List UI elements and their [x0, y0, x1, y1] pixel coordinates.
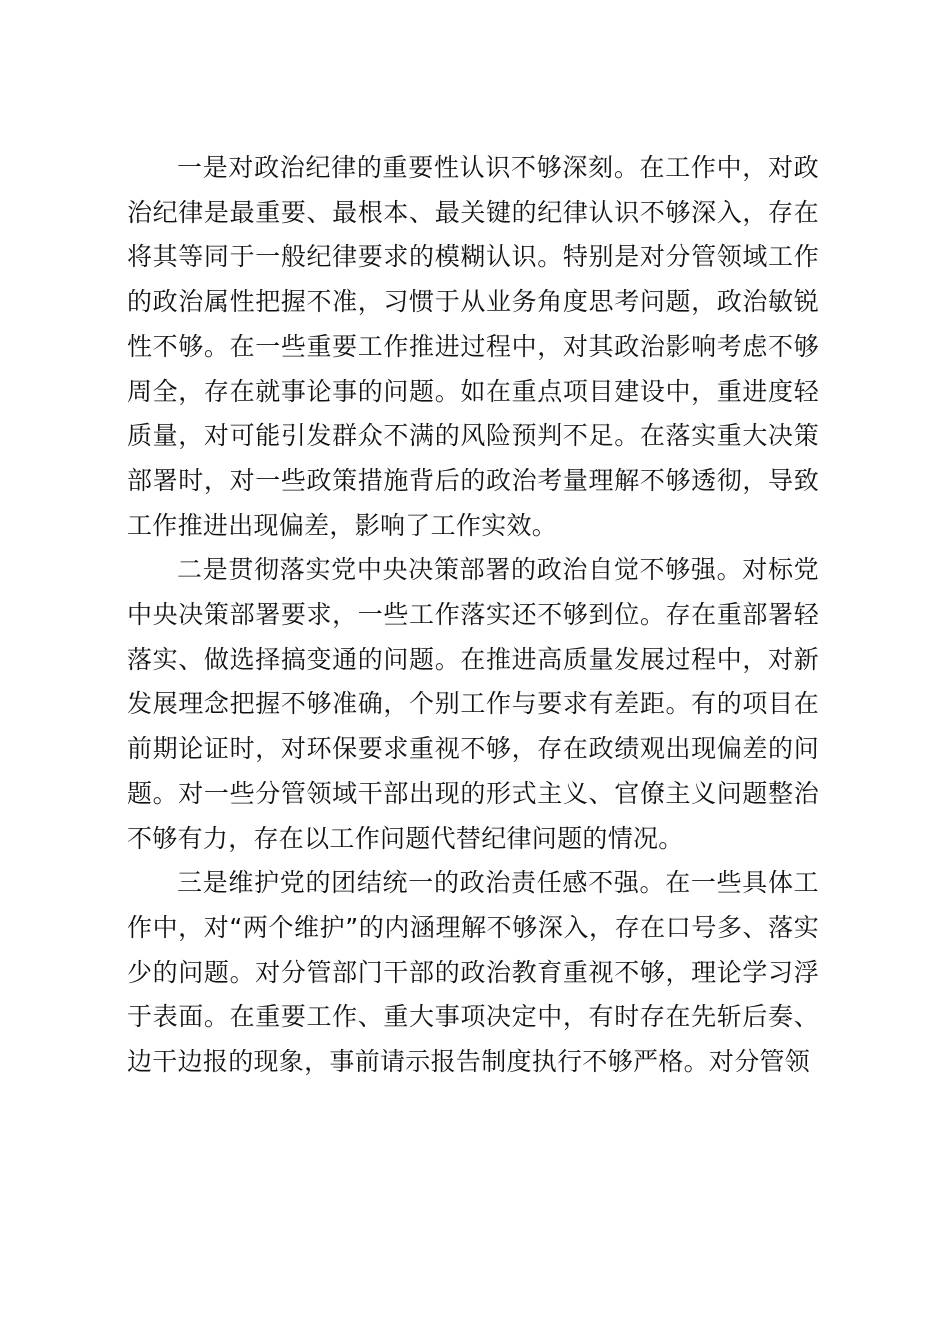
- document-body: [127, 146, 819, 1085]
- paragraph-political-discipline: 一是对政治纪律的重要性认识不够深刻。在工作中，对政治纪律是最重要、最根本、最关键的纪律认识不够深入，存在将其等同于一般纪律要求的模糊认识。特别是对分管领域工作的政治属性把握不准，习惯于从业务角度思考问题，政治敏锐性不够。在一些重要工作推进过程中，对其政治影响考虑不够周全，存在就事论事的问题。如在重点项目建设中，重进度轻质量，对可能引发群众不满的风险预判不足。在落实重大决策部署时，对一些政策措施背后的政治考量理解不够透彻，导致工作推进出现偏差，影响了工作实效。: [127, 153, 819, 540]
- paragraph-implementing-decisions: 二是贯彻落实党中央决策部署的政治自觉不够强。对标党中央决策部署要求，一些工作落实还不够到位。存在重部署轻落实、做选择搞变通的问题。在推进高质量发展过程中，对新发展理念把握不够准确，个别工作与要求有差距。有的项目在前期论证时，对环保要求重视不够，存在政绩观出现偏差的问题。对一些分管领域干部出现的形式主义、官僚主义问题整治不够有力，存在以工作问题代替纪律问题的情况。: [127, 555, 819, 853]
- paragraph-party-unity: 三是维护党的团结统一的政治责任感不强。在一些具体工作中，对“两个维护”的内涵理解不够深入，存在口号多、落实少的问题。对分管部门干部的政治教育重视不够，理论学习浮于表面。在重要工作、重大事项决定中，有时存在先斩后奏、边干边报的现象，事前请示报告制度执行不够严格。对分管领: [127, 868, 819, 1077]
